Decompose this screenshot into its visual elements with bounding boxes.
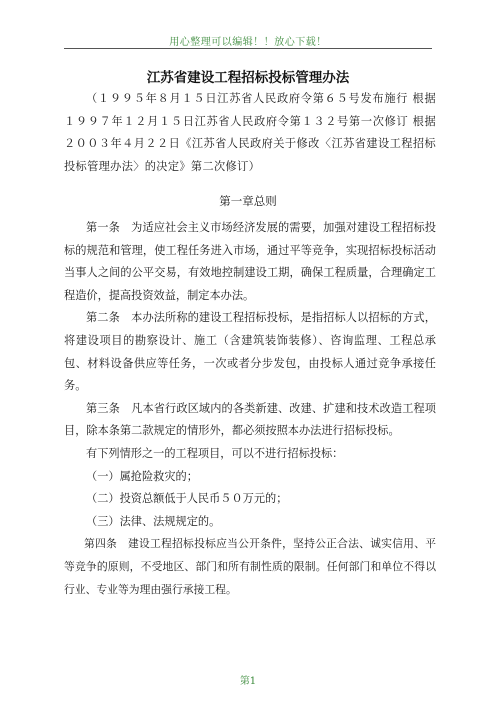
article-4: 第四条 建设工程招标投标应当公开条件，坚持公正合法、诚实信用、平等竞争的原则，不受地区、部门和所有制性质的限制。任何部门和单位不得以行业、专业等为理由强行承接工程。 (64, 537, 436, 596)
chapter-prefix: 第一章 (219, 194, 254, 208)
header-note: 用心整理可以编辑！！放心下载！ (169, 37, 327, 48)
exception-item-2: （二）投资总额低于人民币５０万元的； (86, 492, 288, 506)
article-2: 第二条 本办法所称的建设工程招标投标，是指招标人以招标的方式，将建设项目的勘察设计、施工（含建筑装饰装修）、咨询监理、工程总承包、材料设备供应等任务，一次或者分步发包，由投标人通过竞争承接任务。 (64, 311, 436, 393)
article-1: 第一条 为适应社会主义市场经济发展的需要，加强对建设工程招标投标的规范和管理，使工程任务进入市场，通过平等竞争，实现招标投标活动当事人之间的公平交易，有效地控制建设工期，确保工程质量，合理确定工程造价，提高投资效益，制定本办法。 (64, 221, 436, 302)
article-3: 第三条 凡本省行政区域内的各类新建、改建、扩建和技术改造工程项目，除本条第二款规定的情形外，都必须按照本办法进行招标投标。 (64, 401, 436, 438)
page-number: 第1 (239, 676, 257, 687)
articles-body (64, 217, 436, 601)
article-3-exceptions-intro: 有下列情形之一的工程项目，可以不进行招标投标： (86, 446, 344, 460)
exception-item-1: （一）属抢险救灾的； (86, 469, 198, 483)
preamble-paragraph: （１９９５年８月１５日江苏省人民政府令第６５号发布施行 根据１９９７年１２月１５日江苏省人民政府令第１３２号第一次修订 根据２００３年４月２２日《江苏省人民政府关于修改〈江苏省建设工程招标投标管理办法〉的决定》第二次修订） (64, 92, 436, 173)
document-title: 江苏省建设工程招标投标管理办法 (146, 70, 350, 86)
chapter-suffix: 总则 (253, 194, 277, 208)
chapter-heading (0, 193, 496, 209)
header-divider (64, 48, 432, 49)
exception-item-3: （三）法律、法规规定的。 (86, 514, 221, 528)
